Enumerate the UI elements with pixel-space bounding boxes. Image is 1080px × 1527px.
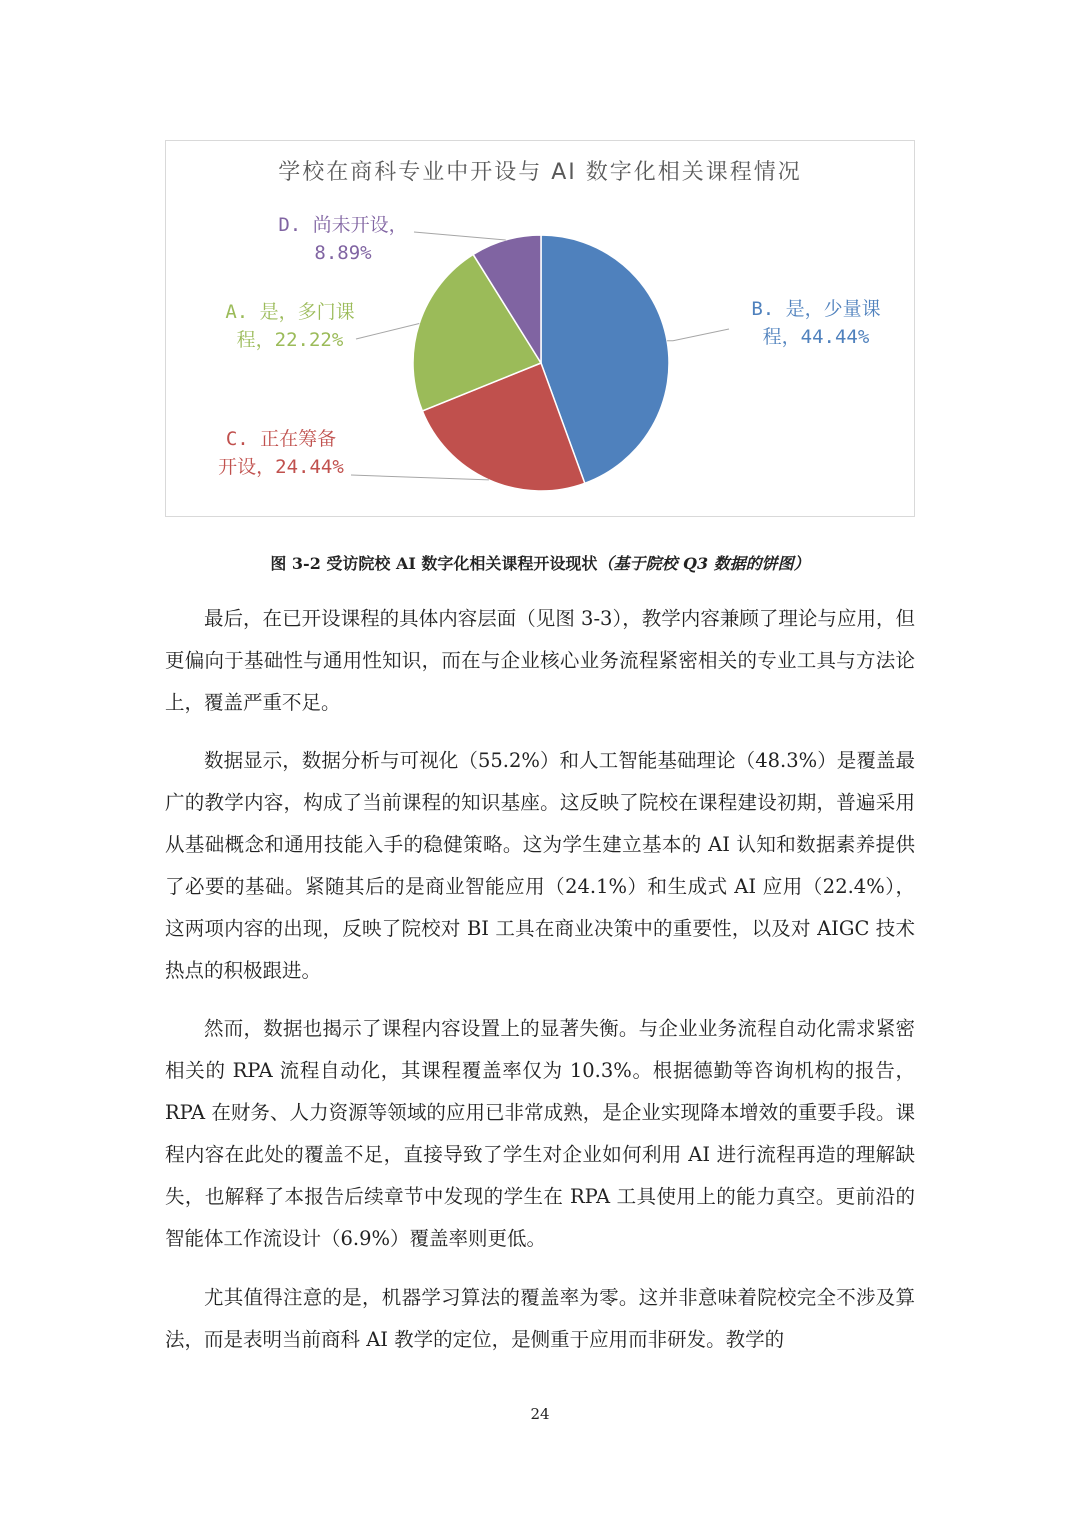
leader-line-b	[667, 329, 729, 341]
leader-line-d	[414, 232, 506, 240]
slice-label-a-line1: A. 是，多门课	[225, 301, 355, 323]
paragraph-3: 然而，数据也揭示了课程内容设置上的显著失衡。与企业业务流程自动化需求紧密相关的 RPA 流程自动化，其课程覆盖率仅为 10.3%。根据德勤等咨询机构的报告，RPA 在财务、人力资源等领域的应用已非常成熟，是企业实现降本增效的重要手段。课程内容在此处的覆盖不足，直接导致了学生对企业如何利用 AI 进行流程再造的理解缺失，也解释了本报告后续章节中发现的学生在 RPA 工具使用上的能力真空。更前沿的智能体工作流设计（6.9%）覆盖率则更低。	[165, 1017, 915, 1250]
chart-title: 学校在商科专业中开设与 AI 数字化相关课程情况	[278, 160, 802, 185]
slice-label-c	[206, 425, 356, 481]
slice-label-b	[736, 295, 896, 351]
slice-label-d-line2: 8.89%	[314, 242, 372, 264]
paragraph-2: 数据显示，数据分析与可视化（55.2%）和人工智能基础理论（48.3%）是覆盖最广的教学内容，构成了当前课程的知识基座。这反映了院校在课程建设初期，普遍采用从基础概念和通用技能入手的稳健策略。这为学生建立基本的 AI 认知和数据素养提供了必要的基础。紧随其后的是商业智能应用（24.1%）和生成式 AI 应用（22.4%），这两项内容的出现，反映了院校对 BI 工具在商业决策中的重要性，以及对 AIGC 技术热点的积极跟进。	[165, 749, 915, 982]
slice-label-b-line2: 程，44.44%	[762, 326, 870, 348]
figure-caption	[165, 551, 915, 574]
slice-label-a	[210, 298, 370, 354]
leader-line-c	[351, 475, 489, 480]
slice-label-b-line1: B. 是，少量课	[751, 298, 881, 320]
paragraph-4: 尤其值得注意的是，机器学习算法的覆盖率为零。这并非意味着院校完全不涉及算法，而是表明当前商科 AI 教学的定位，是侧重于应用而非研发。教学的	[165, 1286, 915, 1351]
paragraph-1: 最后，在已开设课程的具体内容层面（见图 3-3），教学内容兼顾了理论与应用，但更偏向于基础性与通用性知识，而在与企业核心业务流程紧密相关的专业工具与方法论上，覆盖严重不足。	[165, 607, 915, 714]
pie-chart-figure	[165, 140, 915, 517]
caption-main: 图 3-2 受访院校 AI 数字化相关课程开设现状	[270, 554, 598, 573]
slice-label-c-line1: C. 正在筹备	[225, 428, 337, 450]
slice-label-d-line1: D. 尚未开设，	[278, 214, 408, 236]
caption-note: （基于院校 Q3 数据的饼图）	[597, 554, 810, 573]
slice-label-d	[278, 211, 408, 267]
slice-label-a-line2: 程，22.22%	[236, 329, 344, 351]
slice-label-c-line2: 开设，24.44%	[218, 456, 344, 478]
page-number: 24	[530, 1405, 550, 1423]
